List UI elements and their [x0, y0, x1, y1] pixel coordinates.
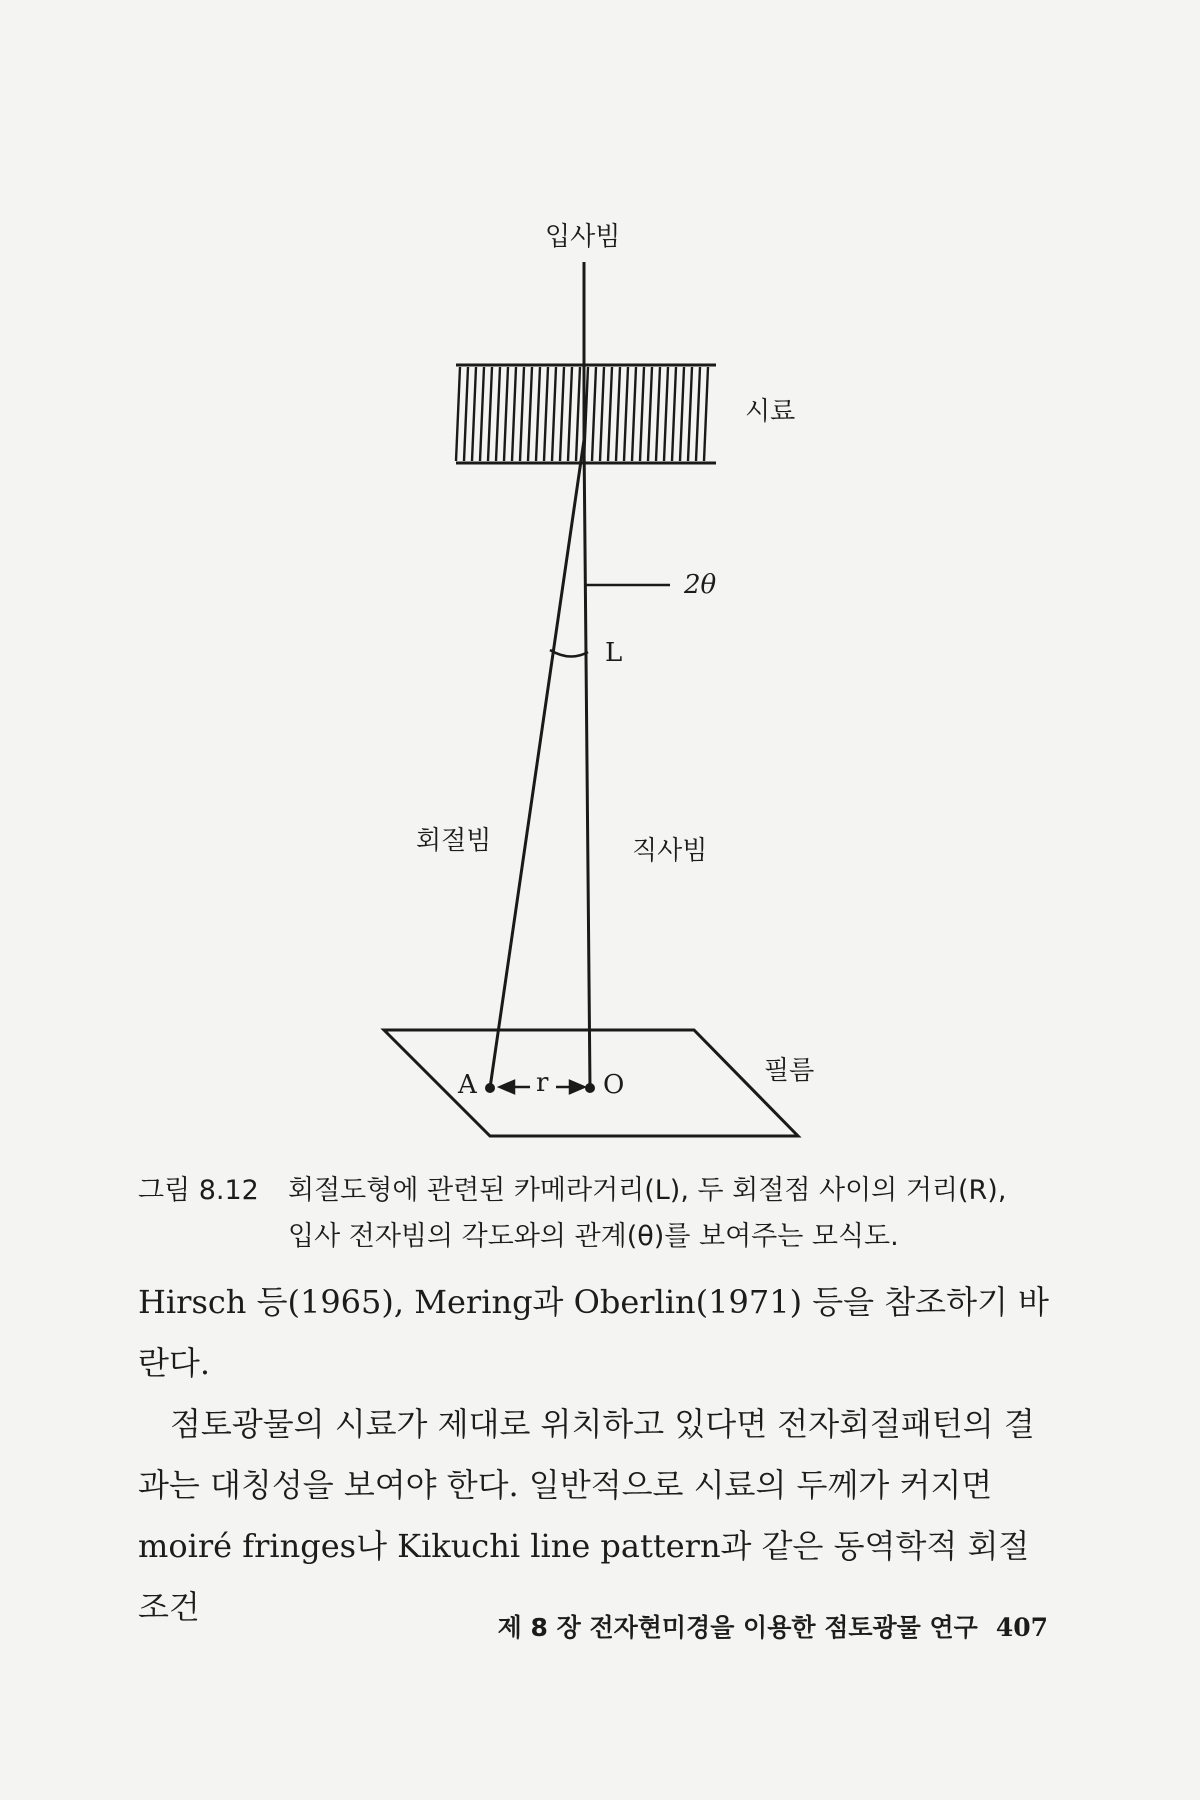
- body-text: [138, 1272, 1058, 1638]
- page-footer: [498, 1608, 1048, 1644]
- page-number: 407: [995, 1613, 1048, 1642]
- specimen-hatch-line: [568, 367, 572, 461]
- r-label: r: [536, 1068, 549, 1098]
- diffracted-beam-label: 회절빔: [416, 826, 492, 856]
- specimen-hatch-line: [624, 367, 628, 461]
- specimen-hatch-line: [656, 367, 660, 461]
- specimen-hatch-line: [496, 367, 500, 461]
- specimen-hatch-line: [480, 367, 484, 461]
- specimen-hatch-line: [504, 367, 508, 461]
- direct-beam-label: 직사빔: [632, 836, 708, 866]
- specimen-hatch-line: [680, 367, 684, 461]
- specimen-hatch-line: [616, 367, 620, 461]
- specimen-hatch-line: [672, 367, 676, 461]
- specimen-hatch-line: [664, 367, 668, 461]
- specimen-hatch-line: [520, 367, 524, 461]
- caption-line-1: 회절도형에 관련된 카메라거리(L), 두 회절점 사이의 거리(R),: [288, 1175, 1007, 1206]
- specimen-slab: [456, 365, 716, 463]
- specimen-hatch-line: [544, 367, 548, 461]
- specimen-hatch-line: [576, 367, 580, 461]
- paragraph-1: Hirsch 등(1965), Mering과 Oberlin(1971) 등을 참조하기 바란다.: [138, 1283, 1049, 1382]
- spot-A-label: A: [458, 1070, 477, 1100]
- film-label: 필름: [764, 1056, 815, 1086]
- specimen-hatch-line: [696, 367, 700, 461]
- specimen-hatch-line: [592, 367, 596, 461]
- specimen-hatch-line: [600, 367, 604, 461]
- specimen-hatch-line: [512, 367, 516, 461]
- specimen-hatch-line: [688, 367, 692, 461]
- specimen-hatch-line: [704, 367, 708, 461]
- direct-beam-line: [584, 440, 590, 1088]
- specimen-hatch-line: [464, 367, 468, 461]
- specimen-label: 시료: [745, 397, 796, 427]
- spot-A: [485, 1083, 495, 1093]
- specimen-hatch-line: [456, 367, 460, 461]
- camera-length-label: L: [605, 638, 623, 668]
- specimen-hatch-line: [488, 367, 492, 461]
- specimen-hatch-line: [472, 367, 476, 461]
- specimen-hatch-line: [632, 367, 636, 461]
- spot-O-label: O: [603, 1070, 625, 1100]
- specimen-hatch-line: [608, 367, 612, 461]
- running-footer-chapter: 제 8 장 전자현미경을 이용한 점토광물 연구: [497, 1613, 978, 1642]
- specimen-hatch-line: [640, 367, 644, 461]
- caption-number: 그림 8.12: [138, 1175, 259, 1206]
- two-theta-label: 2θ: [684, 570, 717, 600]
- figure-caption: [138, 1168, 1006, 1260]
- angle-arc: [550, 650, 588, 657]
- diffracted-beam-line: [490, 440, 584, 1088]
- caption-line-2: 입사 전자빔의 각도와의 관계(θ)를 보여주는 모식도.: [288, 1221, 899, 1252]
- specimen-hatch-line: [560, 367, 564, 461]
- specimen-hatch-line: [552, 367, 556, 461]
- specimen-hatch-line: [528, 367, 532, 461]
- specimen-hatch-line: [648, 367, 652, 461]
- incident-beam-label: 입사빔: [545, 222, 621, 252]
- paragraph-2: 점토광물의 시료가 제대로 위치하고 있다면 전자회절패턴의 결과는 대칭성을 보여야 한다. 일반적으로 시료의 두께가 커지면 moiré fringes나 Kikuchi line pattern과 같은 동역학적 회절조건: [138, 1405, 1035, 1626]
- spot-O: [585, 1083, 595, 1093]
- specimen-hatch-line: [536, 367, 540, 461]
